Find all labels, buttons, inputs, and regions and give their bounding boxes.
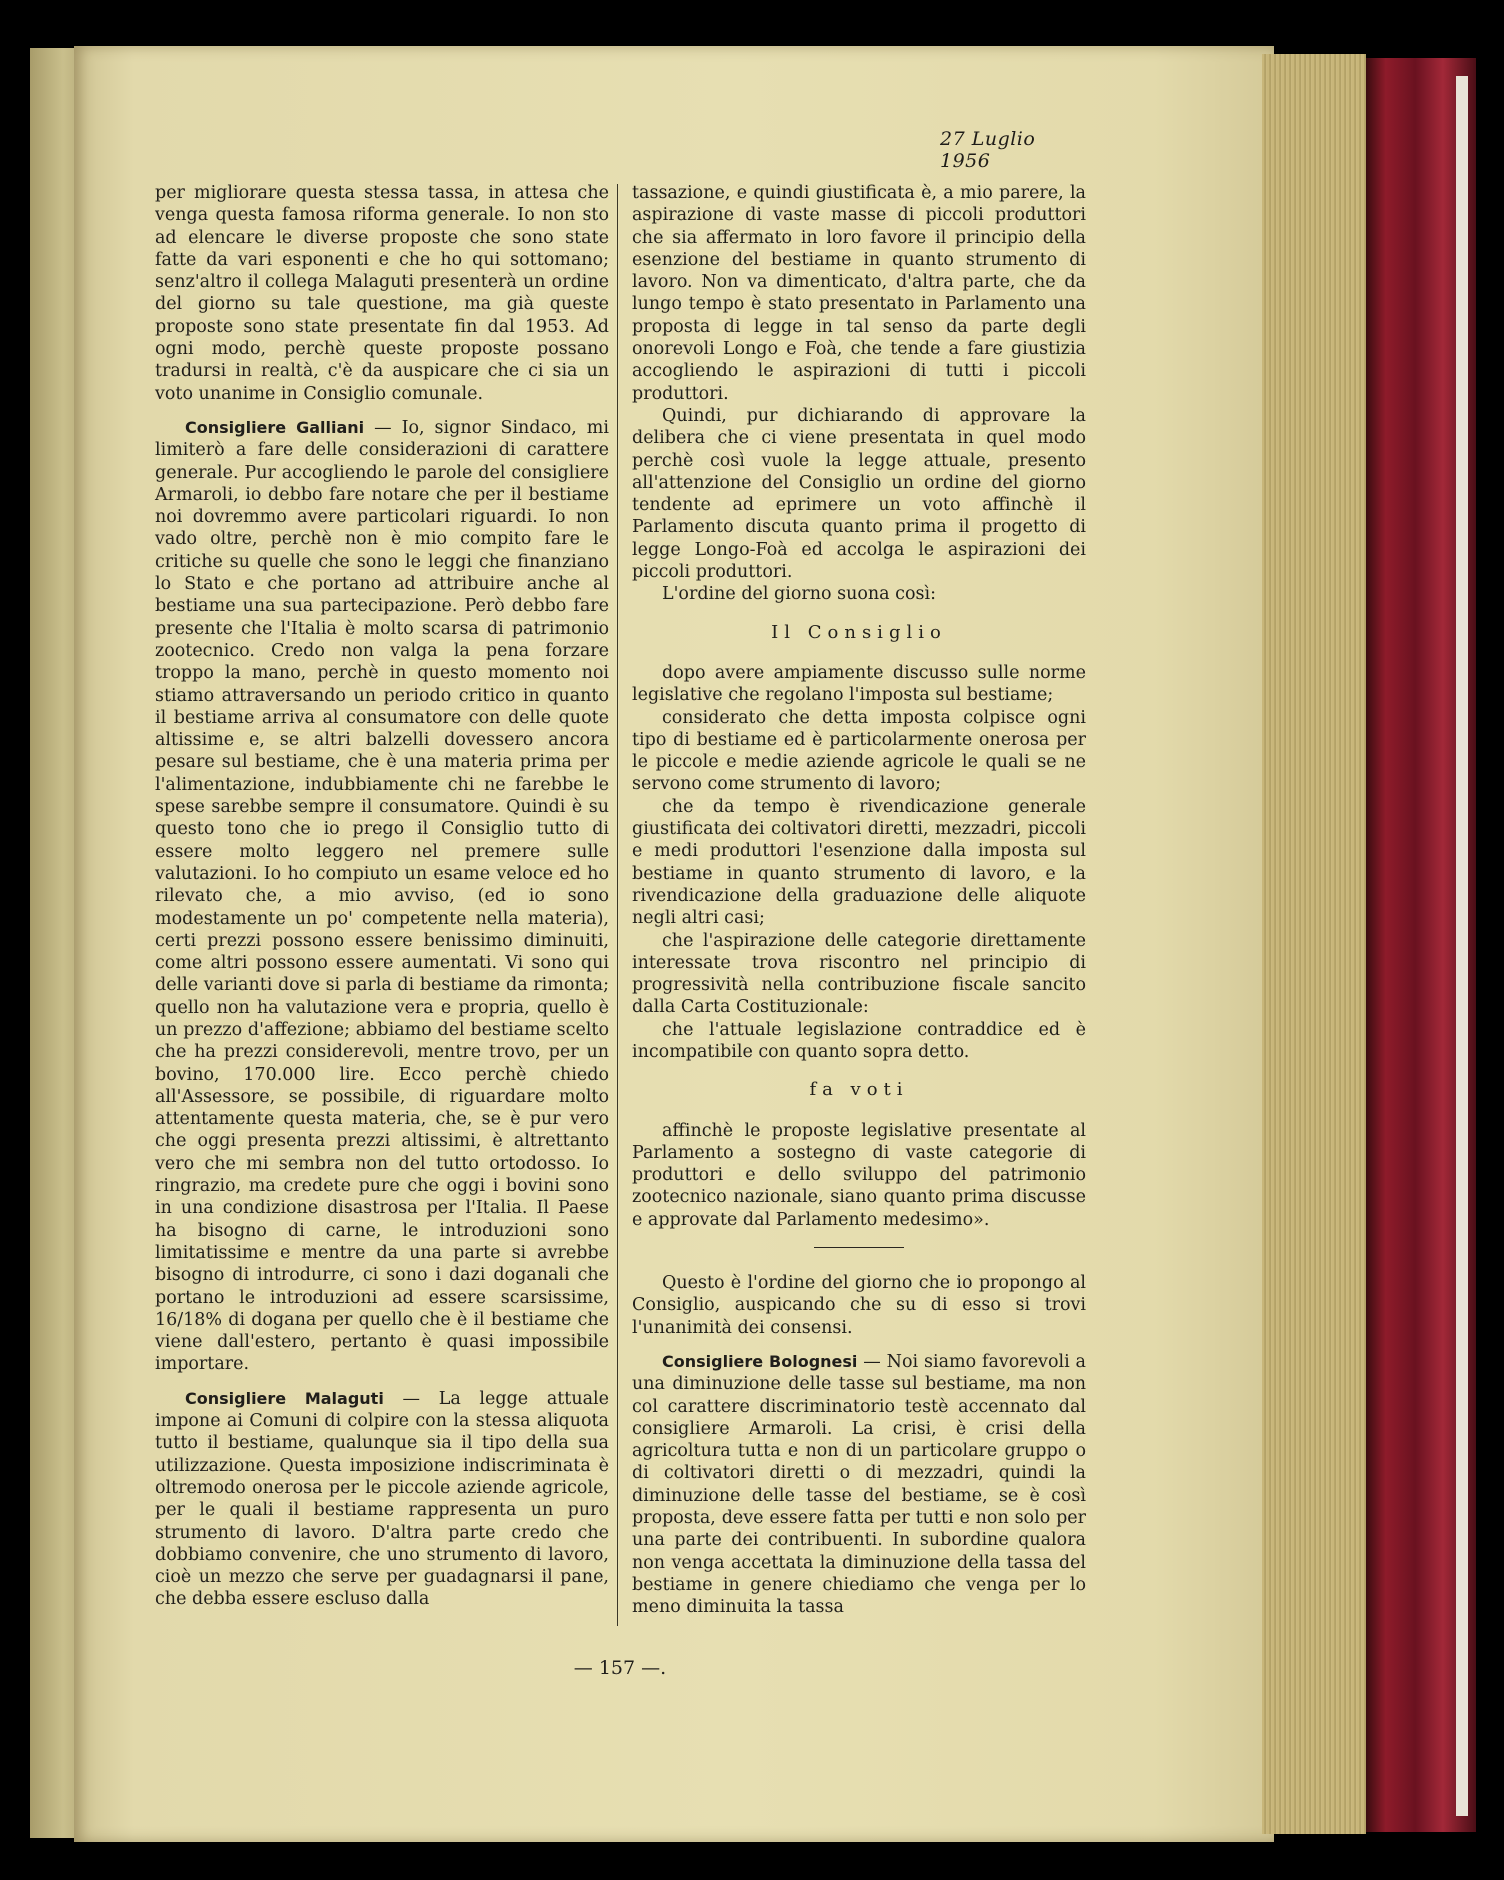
- galliani-text: — Io, signor Sindaco, mi limiterò a fare delle considerazioni di carattere generale. Pur accogliendo le parole del consigliere Armaroli, io debbo fare notare che per il bestiame noi dovremmo avere particolari riguardi. Io non vado oltre, perchè non è mio compito fare le critiche su quelle che sono le leggi che finanziano lo Stato e che portano ad attribuire anche al bestiame una sua partecipazione. Però debbo fare presente che l'Italia è molto scarsa di patrimonio zootecnico. Credo non valga la pena forzare troppo la mano, perchè in questo momento noi stiamo attraversando un periodo critico in quanto il bestiame arriva al consumatore con delle quote altissime e, se altri balzelli dovessero ancora pesare sul bestiame, che è una materia prima per l'alimentazione, indubbiamente chi ne farebbe le spese sarebbe sempre il consumatore. Quindi è su questo tono che io prego il Consiglio tutto di essere molto leggero nel premere sulle valutazioni. Io ho compiuto un esame veloce ed ho rilevato che, a mio avviso, (ed io sono modestamente un po' competente nella materia), certi prezzi possono essere benissimo diminuiti, come altri possono essere aumentati. Vi sono qui delle varianti dove si parla di bestiame da rimonta; quello non ha valutazione vera e propria, quello è un prezzo d'affezione; abbiamo del bestiame scelto che ha prezzi considerevoli, mentre trovo, per un bovino, 170.000 lire. Ecco perchè chiedo all'Assessore, se possibile, di riguardare molto attentamente questa materia, che, se è pur vero che oggi presenta prezzi altissimi, è altrettanto vero che mi sembra non del tutto ortodosso. Io ringrazio, ma credete pure che oggi i bovini sono in una condizione disastrosa per l'Italia. Il Paese ha bisogno di carne, le introduzioni sono limitatissime e mentre da una parte si avrebbe bisogno di introdurre, ci sono i dazi doganali che portano le introduzioni ad essere scarsissime, 16/18% di dogana per quello che è il bestiame che viene dall'estero, pertanto è quasi impossibile importare.: [155, 417, 609, 1375]
- heading-il-consiglio: Il Consiglio: [771, 621, 947, 643]
- galliani-speech: [155, 417, 609, 1376]
- motion-clause: che l'aspirazione delle categorie direttamente interessate trova riscontro nel principio di progressività nella contribuzione fiscale sancito dalla Carta Costituzionale:: [632, 930, 1086, 1018]
- motion-clause: dopo avere ampiamente discusso sulle norme legislative che regolano l'imposta sul bestiame;: [632, 662, 1086, 706]
- right-paragraph: L'ordine del giorno suona così:: [662, 584, 936, 605]
- section-separator: [814, 1247, 904, 1248]
- malaguti-speech: [155, 1388, 609, 1611]
- right-paragraph: tassazione, e quindi giustificata è, a mio parere, la aspirazione di vaste masse di piccoli produttori che sia affermato in loro favore il principio della esenzione del bestiame in quanto strumento di lavoro. Non va dimenticato, d'altra parte, che da lungo tempo è stato presentato in Parlamento una proposta di legge in tal senso da parte degli onorevoli Longo e Foà, che tende a fare giustizia accogliendo le aspirazioni di tutti i piccoli produttori.: [632, 183, 1086, 404]
- motion-clause: che da tempo è rivendicazione generale giustificata dei coltivatori diretti, mezzadri, piccoli e medi produttori l'esenzione dalla imposta sul bestiame in quanto strumento di lavoro, e la rivendicazione della graduazione delle aliquote negli altri casi;: [632, 796, 1086, 929]
- motion-clause: che l'attuale legislazione contraddice ed è incompatibile con quanto sopra detto.: [632, 1019, 1086, 1062]
- left-paragraph: per migliorare questa stessa tassa, in attesa che venga questa famosa riforma generale. Io non sto ad elencare le diverse proposte che sono state fatte da vari esponenti e che ho qui sottomano; senz'altro il collega Malaguti presenterà un ordine del giorno su tale questione, ma già queste proposte sono state presentate fin dal 1953. Ad ogni modo, perchè queste proposte possano tradursi in realtà, c'è da auspicare che ci sia un voto unanime in Consiglio comunale.: [155, 183, 609, 404]
- bolognesi-text: — Noi siamo favorevoli a una diminuzione delle tasse sul bestiame, ma non col carattere discriminatorio testè accennato dal consigliere Armaroli. La crisi, è crisi della agricoltura tutta e non di un particolare gruppo o di coltivatori diretti o di mezzadri, quindi la diminuzione delle tasse del bestiame, se è così proposta, deve essere fatta per tutti e non solo per una parte dei contribuenti. In subordine qualora non venga accettata la diminuzione della tassa del bestiame in genere chiediamo che venga per lo meno diminuita la tassa: [632, 1351, 1086, 1618]
- right-paragraph: Quindi, pur dichiarando di approvare la delibera che ci viene presentata in quel modo perchè così vuole la legge attuale, presento all'attenzione del Consiglio un ordine del giorno tendente ad eprimere un voto affinchè il Parlamento discuta quanto prima il progetto di legge Longo-Foà ed accolga le aspirazioni dei piccoli produttori.: [632, 405, 1086, 583]
- speaker-galliani: Consigliere Galliani: [185, 417, 365, 437]
- speaker-malaguti: Consigliere Malaguti: [185, 1388, 384, 1408]
- cover-edge-strip: [1456, 76, 1468, 1816]
- heading-fa-voti: fa voti: [809, 1079, 909, 1101]
- page-number: — 157 —.: [573, 1657, 667, 1679]
- malaguti-text: — La legge attuale impone ai Comuni di colpire con la stessa aliquota tutto il bestiame, qualunque sia il tipo della sua utilizzazione. Questa imposizione indiscriminata è oltremodo onerosa per le piccole aziende agricole, per le quali il bestiame rappresenta un puro strumento di lavoro. D'altra parte credo che dobbiamo convenire, che uno strumento di lavoro, cioè un mezzo che serve per guadagnarsi il pane, che debba essere escluso dalla: [155, 1388, 609, 1610]
- bolognesi-speech: [632, 1351, 1086, 1619]
- column-divider: [617, 184, 618, 1626]
- motion-clause: affinchè le proposte legislative presentate al Parlamento a sostegno di vaste categorie di produttori e dello sviluppo del patrimonio zootecnico nazionale, siano quanto prima discusse e approvate dal Parlamento medesimo».: [632, 1120, 1086, 1230]
- speaker-bolognesi: Consigliere Bolognesi: [662, 1351, 858, 1371]
- right-column: [632, 182, 1086, 1619]
- running-head-date: 27 Luglio 1956: [940, 128, 1036, 172]
- left-column: [155, 182, 609, 1611]
- page-stack-edges: [1262, 54, 1366, 1834]
- right-paragraph: Questo è l'ordine del giorno che io propongo al Consiglio, auspicando che su di esso si trovi l'unanimità dei consensi.: [632, 1273, 1086, 1338]
- motion-clause: considerato che detta imposta colpisce ogni tipo di bestiame ed è particolarmente onerosa per le piccole e medie aziende agricole le quali se ne servono come strumento di lavoro;: [632, 707, 1086, 795]
